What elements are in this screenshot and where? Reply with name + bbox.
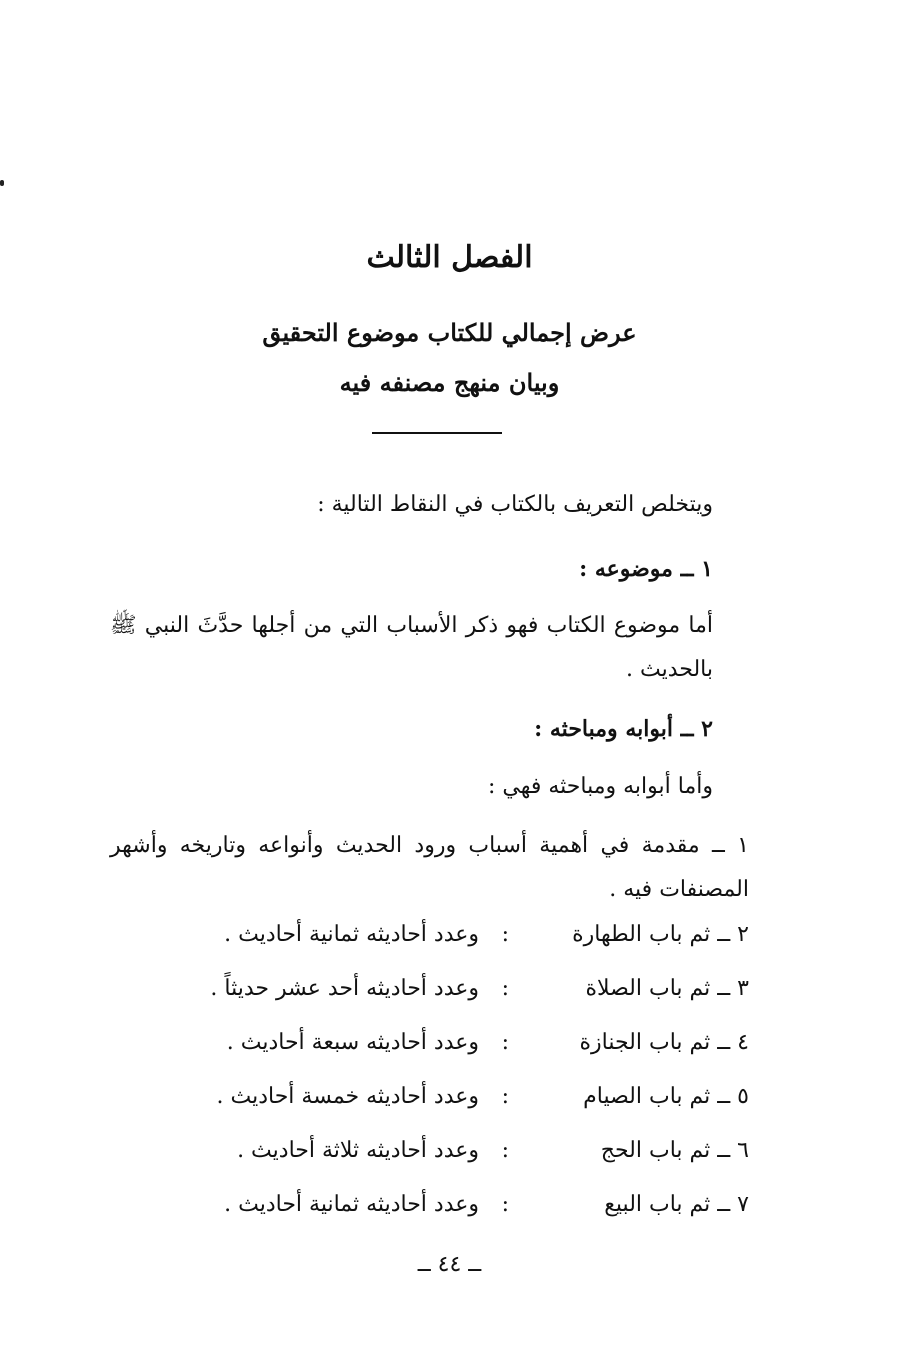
title-divider <box>372 432 502 434</box>
chapter-name: ٥ ــ ثم باب الصيام <box>583 1084 749 1109</box>
scan-mark <box>0 180 4 186</box>
section1-paragraph: أما موضوع الكتاب فهو ذكر الأسباب التي من أجلها حدَّثَ النبي ﷺ بالحديث . <box>110 613 713 682</box>
chapter-list-row <box>189 1084 749 1124</box>
chapter-list-row <box>189 976 749 1016</box>
hadith-count: وعدد أحاديثه ثلاثة أحاديث . <box>237 1138 479 1163</box>
chapter-subtitle-line1: عرض إجمالي للكتاب موضوع التحقيق <box>262 318 637 347</box>
hadith-count: وعدد أحاديثه ثمانية أحاديث . <box>224 922 479 947</box>
section2-intro: وأما أبوابه ومباحثه فهي : <box>487 774 713 799</box>
colon-separator: : <box>501 922 509 947</box>
chapter-name: ٦ ــ ثم باب الحج <box>600 1138 749 1163</box>
chapter-subtitle-line2: وبيان منهج مصنفه فيه <box>339 368 560 397</box>
intro-text: ويتخلص التعريف بالكتاب في النقاط التالية : <box>317 492 713 517</box>
chapter-list-row <box>189 1192 749 1232</box>
chapter-list-row <box>189 922 749 962</box>
colon-separator: : <box>501 1030 509 1055</box>
colon-separator: : <box>501 1192 509 1217</box>
section2-item-1: ١ ــ مقدمة في أهمية أسباب ورود الحديث وأنواعه وتاريخه وأشهر المصنفات فيه . <box>110 833 749 902</box>
section2-heading: ٢ ــ أبوابه ومباحثه : <box>534 716 713 742</box>
colon-separator: : <box>501 976 509 1001</box>
hadith-count: وعدد أحاديثه ثمانية أحاديث . <box>224 1192 479 1217</box>
chapter-name: ٢ ــ ثم باب الطهارة <box>572 922 749 947</box>
chapter-list-row <box>189 1138 749 1178</box>
chapter-list-row <box>189 1030 749 1070</box>
hadith-count: وعدد أحاديثه سبعة أحاديث . <box>226 1030 479 1055</box>
chapter-name: ٣ ــ ثم باب الصلاة <box>585 976 749 1001</box>
chapter-name: ٧ ــ ثم باب البيع <box>604 1192 749 1217</box>
chapter-name: ٤ ــ ثم باب الجنازة <box>579 1030 749 1055</box>
hadith-count: وعدد أحاديثه خمسة أحاديث . <box>216 1084 479 1109</box>
section1-heading: ١ ــ موضوعه : <box>579 556 713 582</box>
chapter-title: الفصل الثالث <box>366 240 533 275</box>
colon-separator: : <box>501 1084 509 1109</box>
hadith-count: وعدد أحاديثه أحد عشر حديثاً . <box>210 976 479 1001</box>
page-number: ــ ٤٤ ــ <box>417 1252 482 1277</box>
colon-separator: : <box>501 1138 509 1163</box>
